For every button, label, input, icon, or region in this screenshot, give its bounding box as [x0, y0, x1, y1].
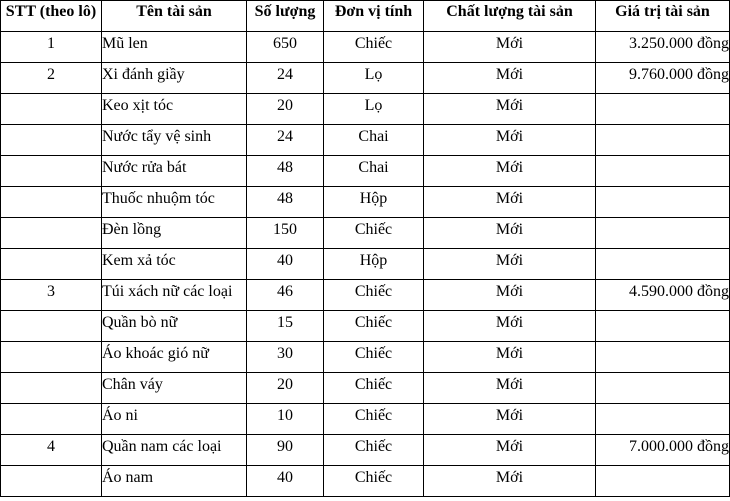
header-stt: STT (theo lô) — [1, 1, 102, 32]
cell-stt: 4 — [1, 435, 102, 466]
cell-name: Xi đánh giầy — [102, 63, 247, 94]
cell-name: Nước tẩy vệ sinh — [102, 125, 247, 156]
table-row — [1, 280, 730, 311]
table-row — [1, 466, 730, 497]
cell-value — [596, 249, 730, 280]
header-quantity: Số lượng — [247, 1, 324, 32]
cell-quality: Mới — [424, 125, 596, 156]
header-row — [1, 1, 730, 32]
cell-quantity: 40 — [247, 249, 324, 280]
cell-quantity: 48 — [247, 187, 324, 218]
cell-quality: Mới — [424, 466, 596, 497]
cell-quality: Mới — [424, 94, 596, 125]
cell-quality: Mới — [424, 280, 596, 311]
cell-quantity: 46 — [247, 280, 324, 311]
cell-unit: Chai — [324, 156, 424, 187]
table-row — [1, 32, 730, 63]
table-row — [1, 125, 730, 156]
cell-stt — [1, 187, 102, 218]
cell-stt — [1, 373, 102, 404]
cell-name: Kem xả tóc — [102, 249, 247, 280]
cell-value — [596, 125, 730, 156]
cell-unit: Hộp — [324, 187, 424, 218]
cell-value — [596, 94, 730, 125]
table-row — [1, 342, 730, 373]
cell-stt — [1, 156, 102, 187]
cell-unit: Chiếc — [324, 32, 424, 63]
table-row — [1, 94, 730, 125]
cell-stt: 3 — [1, 280, 102, 311]
cell-quantity: 20 — [247, 94, 324, 125]
cell-quality: Mới — [424, 404, 596, 435]
cell-unit: Lọ — [324, 94, 424, 125]
cell-quantity: 24 — [247, 63, 324, 94]
cell-quantity: 10 — [247, 404, 324, 435]
cell-quantity: 90 — [247, 435, 324, 466]
cell-name: Túi xách nữ các loại — [102, 280, 247, 311]
cell-name: Đèn lồng — [102, 218, 247, 249]
header-unit: Đơn vị tính — [324, 1, 424, 32]
cell-quality: Mới — [424, 373, 596, 404]
cell-quantity: 30 — [247, 342, 324, 373]
cell-stt — [1, 466, 102, 497]
cell-unit: Chiếc — [324, 311, 424, 342]
cell-value: 3.250.000 đồng — [596, 32, 730, 63]
cell-name: Áo nam — [102, 466, 247, 497]
table-row — [1, 63, 730, 94]
cell-value — [596, 404, 730, 435]
table-row — [1, 435, 730, 466]
cell-unit: Lọ — [324, 63, 424, 94]
cell-stt — [1, 311, 102, 342]
cell-quality: Mới — [424, 342, 596, 373]
table-row — [1, 218, 730, 249]
cell-value — [596, 156, 730, 187]
cell-quality: Mới — [424, 249, 596, 280]
cell-unit: Chiếc — [324, 218, 424, 249]
cell-quantity: 40 — [247, 466, 324, 497]
cell-quality: Mới — [424, 218, 596, 249]
cell-stt — [1, 94, 102, 125]
cell-quality: Mới — [424, 435, 596, 466]
cell-value — [596, 373, 730, 404]
cell-unit: Chiếc — [324, 404, 424, 435]
cell-stt — [1, 249, 102, 280]
cell-name: Keo xịt tóc — [102, 94, 247, 125]
cell-value — [596, 311, 730, 342]
cell-stt — [1, 218, 102, 249]
cell-quality: Mới — [424, 156, 596, 187]
cell-name: Chân váy — [102, 373, 247, 404]
table-row — [1, 373, 730, 404]
cell-name: Áo ni — [102, 404, 247, 435]
cell-name: Thuốc nhuộm tóc — [102, 187, 247, 218]
cell-value — [596, 466, 730, 497]
cell-value — [596, 342, 730, 373]
table-row — [1, 311, 730, 342]
table-row — [1, 404, 730, 435]
cell-quality: Mới — [424, 32, 596, 63]
cell-quantity: 48 — [247, 156, 324, 187]
cell-unit: Hộp — [324, 249, 424, 280]
cell-unit: Chiếc — [324, 280, 424, 311]
cell-value — [596, 218, 730, 249]
cell-name: Áo khoác gió nữ — [102, 342, 247, 373]
table-row — [1, 156, 730, 187]
cell-name: Quần nam các loại — [102, 435, 247, 466]
cell-stt — [1, 404, 102, 435]
table-row — [1, 187, 730, 218]
cell-quantity: 650 — [247, 32, 324, 63]
table-row — [1, 249, 730, 280]
cell-stt — [1, 342, 102, 373]
cell-quality: Mới — [424, 311, 596, 342]
cell-unit: Chai — [324, 125, 424, 156]
cell-stt: 1 — [1, 32, 102, 63]
cell-stt — [1, 125, 102, 156]
cell-unit: Chiếc — [324, 373, 424, 404]
cell-quantity: 20 — [247, 373, 324, 404]
cell-name: Nước rửa bát — [102, 156, 247, 187]
cell-unit: Chiếc — [324, 342, 424, 373]
cell-value: 7.000.000 đồng — [596, 435, 730, 466]
header-name: Tên tài sản — [102, 1, 247, 32]
header-value: Giá trị tài sản — [596, 1, 730, 32]
cell-quality: Mới — [424, 187, 596, 218]
cell-name: Mũ len — [102, 32, 247, 63]
cell-quantity: 15 — [247, 311, 324, 342]
cell-quantity: 24 — [247, 125, 324, 156]
cell-unit: Chiếc — [324, 435, 424, 466]
header-quality: Chất lượng tài sản — [424, 1, 596, 32]
cell-stt: 2 — [1, 63, 102, 94]
cell-name: Quần bò nữ — [102, 311, 247, 342]
cell-quantity: 150 — [247, 218, 324, 249]
cell-value: 9.760.000 đồng — [596, 63, 730, 94]
cell-quality: Mới — [424, 63, 596, 94]
cell-value — [596, 187, 730, 218]
cell-value: 4.590.000 đồng — [596, 280, 730, 311]
cell-unit: Chiếc — [324, 466, 424, 497]
